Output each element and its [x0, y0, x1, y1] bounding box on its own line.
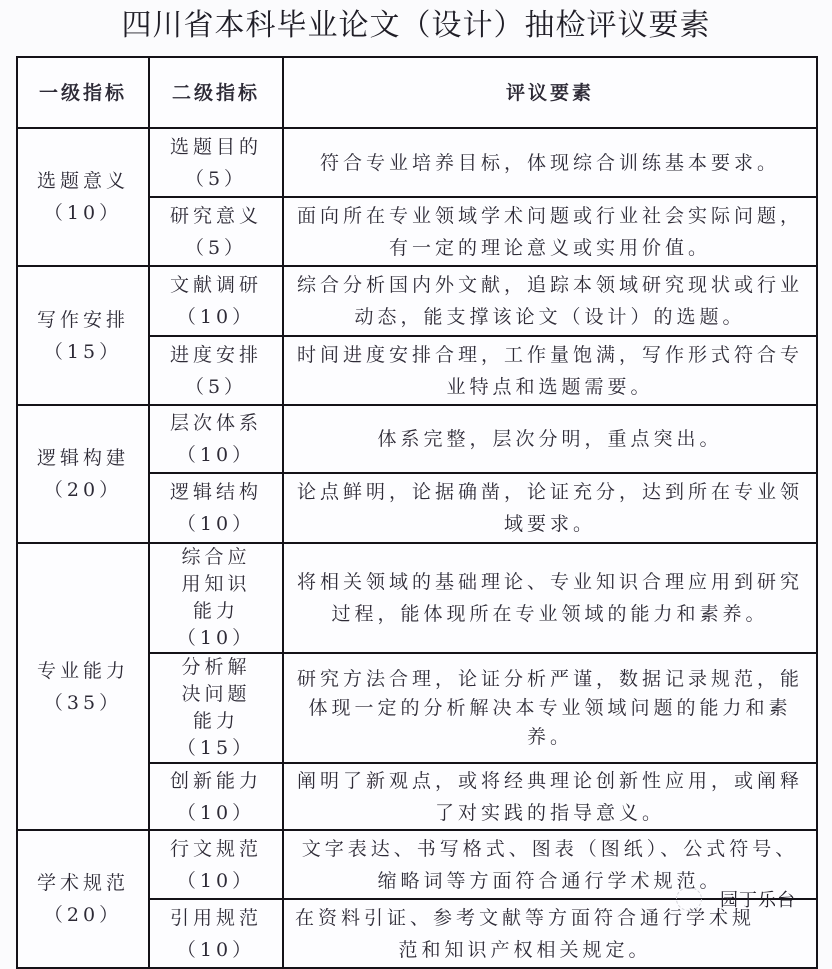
secondary-indicator-cell [149, 197, 283, 266]
secondary-indicator-name: 研究意义 [169, 204, 262, 227]
secondary-indicator-score: （10） [176, 306, 256, 328]
secondary-indicator-name: 选题目的 [169, 135, 262, 158]
secondary-indicator-name: 逻辑结构 [169, 481, 262, 503]
secondary-indicator-cell [149, 653, 283, 763]
wechat-bubble-icon [676, 887, 702, 911]
watermark-text: 园丁乐台 [720, 890, 796, 911]
secondary-indicator-cell [149, 405, 283, 473]
primary-indicator-cell [17, 830, 149, 968]
secondary-indicator-name: 创新能力 [169, 769, 262, 792]
secondary-indicator-name: 层次体系 [169, 412, 262, 434]
primary-indicator-name: 写作安排 [36, 308, 129, 331]
table-header-row [17, 57, 817, 128]
secondary-indicator-cell [149, 473, 283, 543]
header-evaluation-elements: 评议要素 [283, 57, 817, 128]
secondary-indicator-score: （10） [176, 627, 256, 649]
primary-indicator-score: （20） [43, 479, 123, 501]
primary-indicator-cell [17, 405, 149, 543]
primary-indicator-score: （10） [43, 202, 123, 224]
secondary-indicator-score: （10） [176, 938, 256, 961]
primary-indicator-name: 专业能力 [36, 659, 129, 682]
evaluation-requirement: 综合分析国内外文献，追踪本领域研究现状或行业动态，能支撑该论文（设计）的选题。 [283, 266, 817, 336]
primary-indicator-score: （20） [43, 904, 123, 926]
secondary-indicator-name: 文献调研 [169, 274, 262, 296]
table-row [17, 405, 817, 473]
secondary-indicator-score: （5） [184, 167, 248, 190]
evaluation-requirement: 将相关领域的基础理论、专业知识合理应用到研究过程，能体现所在专业领域的能力和素养。 [283, 543, 817, 653]
primary-indicator-name: 学术规范 [36, 872, 129, 894]
secondary-indicator-cell [149, 266, 283, 336]
primary-indicator-name: 逻辑构建 [36, 447, 129, 469]
secondary-indicator-score: （10） [176, 444, 256, 466]
secondary-indicator-name: 进度安排 [169, 343, 262, 366]
evaluation-requirement: 时间进度安排合理，工作量饱满，写作形式符合专业特点和选题需要。 [283, 336, 817, 405]
evaluation-requirement: 研究方法合理，论证分析严谨，数据记录规范，能体现一定的分析解决本专业领域问题的能力和素养。 [283, 653, 817, 763]
secondary-indicator-score: （5） [184, 236, 248, 259]
secondary-indicator-cell [149, 336, 283, 405]
secondary-indicator-cell [149, 830, 283, 899]
table-row [17, 128, 817, 197]
secondary-indicator-score: （10） [176, 513, 256, 535]
secondary-indicator-score: （10） [176, 801, 256, 824]
evaluation-table [16, 56, 818, 969]
evaluation-requirement: 文字表达、书写格式、图表（图纸）、公式符号、缩略词等方面符合通行学术规范。 [283, 830, 817, 899]
header-secondary-indicator: 二级指标 [149, 57, 283, 128]
evaluation-requirement: 在资料引证、参考文献等方面符合通行学术规范和知识产权相关规定。 [283, 899, 817, 968]
secondary-indicator-cell [149, 763, 283, 830]
evaluation-requirement: 体系完整，层次分明，重点突出。 [283, 405, 817, 473]
table-row [17, 543, 817, 653]
page-title: 四川省本科毕业论文（设计）抽检评议要素 [121, 8, 711, 43]
evaluation-requirement: 论点鲜明，论据确凿，论证充分，达到所在专业领域要求。 [283, 473, 817, 543]
table-row [17, 266, 817, 336]
evaluation-requirement: 符合专业培养目标，体现综合训练基本要求。 [283, 128, 817, 197]
secondary-indicator-name: 引用规范 [169, 906, 262, 929]
secondary-indicator-score: （5） [184, 375, 248, 398]
secondary-indicator-score: （15） [176, 737, 256, 759]
primary-indicator-cell [17, 128, 149, 266]
primary-indicator-cell [17, 266, 149, 405]
header-primary-indicator: 一级指标 [17, 57, 149, 128]
secondary-indicator-name: 综合应用知识能力 [181, 546, 251, 622]
primary-indicator-score: （35） [43, 691, 123, 714]
secondary-indicator-name: 行文规范 [169, 837, 262, 860]
primary-indicator-score: （15） [43, 340, 123, 363]
primary-indicator-cell [17, 543, 149, 830]
secondary-indicator-name: 分析解决问题能力 [181, 656, 251, 732]
secondary-indicator-score: （10） [176, 869, 256, 892]
watermark [676, 884, 796, 914]
evaluation-requirement: 面向所在专业领域学术问题或行业社会实际问题，有一定的理论意义或实用价值。 [283, 197, 817, 266]
secondary-indicator-cell [149, 128, 283, 197]
secondary-indicator-cell [149, 543, 283, 653]
evaluation-requirement: 阐明了新观点，或将经典理论创新性应用，或阐释了对实践的指导意义。 [283, 763, 817, 830]
primary-indicator-name: 选题意义 [36, 170, 129, 192]
